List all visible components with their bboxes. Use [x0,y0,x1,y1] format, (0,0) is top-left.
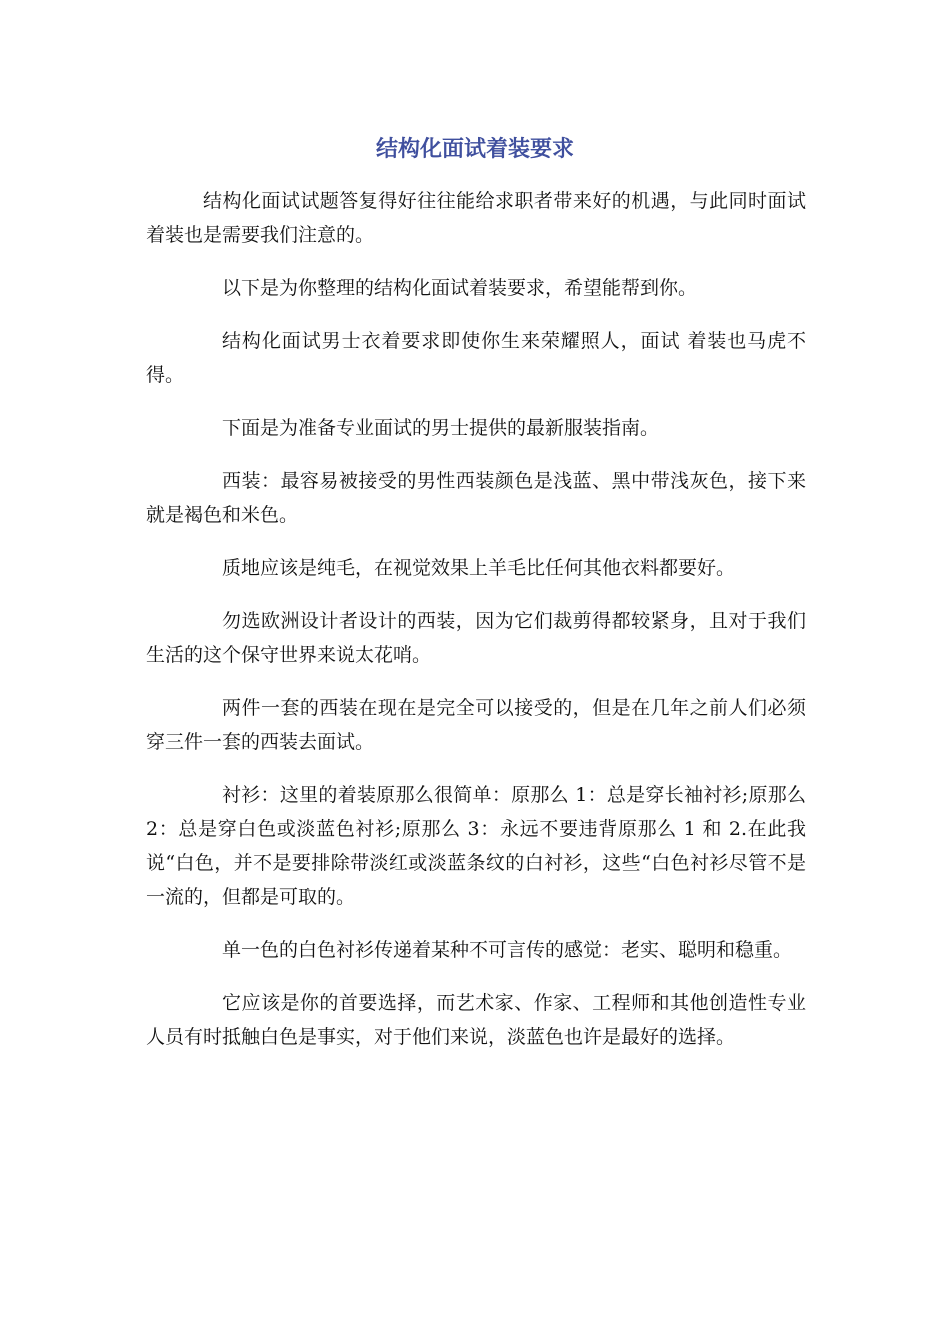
paragraph-two-piece: 两件一套的西装在现在是完全可以接受的，但是在几年之前人们必须穿三件一套的西装去面试。 [146,697,806,753]
paragraph-summary: 以下是为你整理的结构化面试着装要求，希望能帮到你。 [222,277,698,299]
document-body [146,184,806,1073]
document-title: 结构化面试着装要求 [375,137,574,162]
paragraph-suit-fabric: 质地应该是纯毛，在视觉效果上羊毛比任何其他衣料都要好。 [222,557,736,579]
paragraph-men-attire: 结构化面试男士衣着要求即使你生来荣耀照人，面试 着装也马虎不得。 [146,330,806,386]
paragraph-shirt-rules: 衬衫：这里的着装原那么很简单：原那么 1：总是穿长袖衬衫;原那么 2：总是穿白色或淡蓝色衬衫;原那么 3：永远不要违背原那么 1 和 2.在此我说“白色，并不是要排除带淡红或淡蓝条纹的白衬衫，这些“白色衬衫尽管不是一流的，但都是可取的。 [146,784,806,908]
paragraph-white-shirt: 单一色的白色衬衫传递着某种不可言传的感觉：老实、聪明和稳重。 [222,939,793,961]
paragraph-guide: 下面是为准备专业面试的男士提供的最新服装指南。 [222,417,660,439]
paragraph-european-suit: 勿选欧洲设计者设计的西装，因为它们裁剪得都较紧身，且对于我们生活的这个保守世界来说太花哨。 [146,610,806,666]
paragraph-first-choice: 它应该是你的首要选择，而艺术家、作家、工程师和其他创造性专业人员有时抵触白色是事实，对于他们来说，淡蓝色也许是最好的选择。 [146,992,806,1048]
paragraph-intro: 结构化面试试题答复得好往往能给求职者带来好的机遇，与此同时面试着装也是需要我们注意的。 [146,190,806,246]
paragraph-suit-color: 西装：最容易被接受的男性西装颜色是浅蓝、黑中带浅灰色，接下来就是褐色和米色。 [146,470,806,526]
